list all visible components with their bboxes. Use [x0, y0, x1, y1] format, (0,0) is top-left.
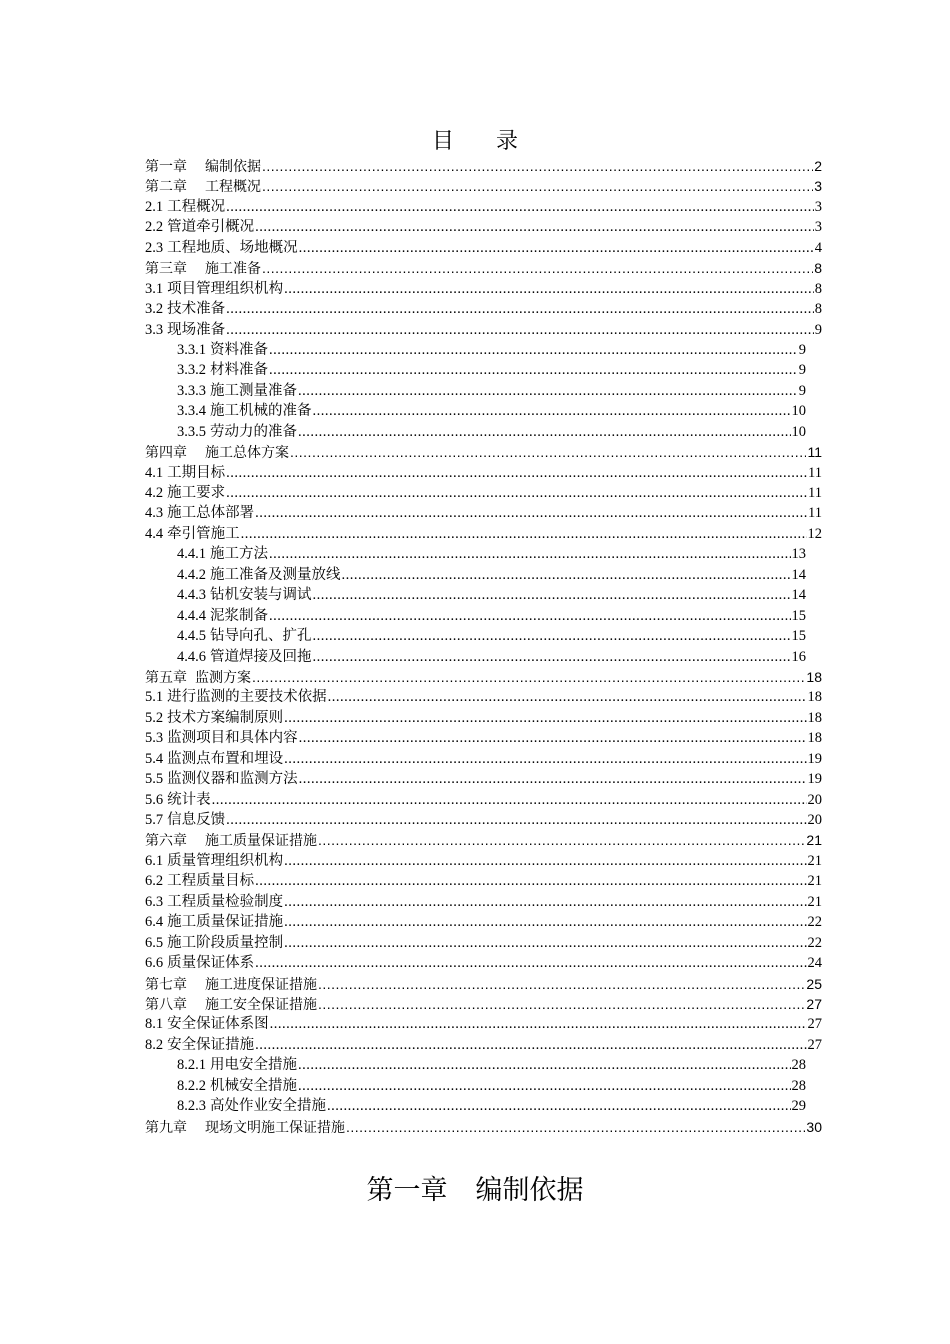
toc-entry-label	[177, 360, 268, 380]
toc-entry-label	[145, 197, 225, 217]
toc-entry-text: 管道焊接及回拖	[210, 648, 312, 665]
toc-entry-text: 施工准备	[205, 260, 261, 277]
toc-entry-label	[177, 340, 268, 360]
toc-entry-page-number: 9	[814, 321, 822, 338]
toc-entry[interactable]	[145, 217, 822, 237]
toc-entry-label	[145, 1117, 345, 1137]
toc-entry-page-number: 3	[814, 219, 822, 236]
dot-leader	[226, 320, 814, 340]
toc-entry-page-number: 9	[798, 362, 806, 379]
toc-entry-text: 现场准备	[167, 321, 226, 338]
toc-entry-label	[145, 994, 317, 1014]
toc-entry[interactable]	[177, 360, 806, 380]
dot-leader	[241, 524, 807, 544]
toc-entry-text: 监测点布置和埋设	[167, 750, 284, 767]
toc-entry-label	[145, 299, 225, 319]
toc-entry[interactable]	[145, 871, 822, 891]
toc-entry-label	[145, 258, 261, 278]
toc-entry-label	[145, 810, 225, 830]
toc-entry-page-number: 9	[798, 382, 806, 399]
dot-leader	[252, 667, 805, 687]
toc-entry-page-number: 3	[814, 178, 822, 195]
toc-entry-page-number: 27	[807, 1016, 822, 1033]
toc-entry-number: 4.4.1	[177, 546, 206, 563]
toc-entry-page-number: 11	[808, 485, 822, 501]
toc-entry-number: 6.4	[145, 914, 164, 931]
toc-entry-page-number: 15	[791, 628, 806, 645]
toc-entry-text: 工程质量检验制度	[167, 893, 284, 910]
toc-entry-text: 安全保证措施	[167, 1036, 255, 1053]
toc-entry-text: 施工质量保证措施	[205, 832, 317, 849]
toc-entry-number: 4.1	[145, 464, 164, 481]
toc-entry-page-number: 8	[814, 260, 822, 277]
toc-entry-label	[145, 851, 283, 871]
toc-entry[interactable]	[177, 585, 806, 605]
toc-title: 目 录	[431, 128, 537, 153]
toc-entry-label	[145, 320, 225, 340]
toc-entry-page-number: 11	[807, 444, 822, 461]
toc-entry-label	[177, 606, 268, 626]
dot-leader	[284, 279, 814, 299]
toc-entry-text: 进行监测的主要技术依据	[167, 689, 327, 706]
toc-entry-text: 施工机械的准备	[210, 403, 312, 420]
toc-entry[interactable]	[145, 830, 822, 850]
toc-entry[interactable]	[145, 994, 822, 1014]
toc-entry-number: 第四章	[145, 444, 187, 461]
toc-entry-page-number: 8	[814, 301, 822, 318]
toc-entry-text: 施工进度保证措施	[205, 975, 317, 992]
toc-entry[interactable]	[145, 953, 822, 973]
dot-leader	[262, 258, 813, 278]
toc-entry[interactable]	[145, 503, 822, 523]
toc-entry-page-number: 14	[791, 566, 806, 583]
toc-entry-number: 3.2	[145, 301, 164, 318]
toc-entry-label	[145, 483, 225, 503]
toc-entry-label	[145, 933, 283, 953]
toc-entry-label	[177, 422, 297, 442]
toc-entry[interactable]	[145, 279, 822, 299]
dot-leader	[269, 360, 798, 380]
toc-entry[interactable]	[177, 626, 806, 646]
toc-entry-page-number: 18	[807, 709, 822, 726]
toc-entry-text: 管道牵引概况	[167, 219, 255, 236]
toc-entry-number: 4.4.2	[177, 566, 206, 583]
toc-entry-page-number: 21	[807, 873, 822, 890]
dot-leader	[327, 1096, 791, 1116]
toc-entry-label	[177, 381, 297, 401]
toc-entry-text: 材料准备	[210, 362, 268, 379]
toc-entry[interactable]	[145, 156, 822, 176]
toc-entry[interactable]	[145, 667, 822, 687]
toc-entry-label	[177, 1055, 297, 1075]
toc-entry-number: 4.4.6	[177, 648, 206, 665]
dot-leader	[346, 1117, 805, 1137]
toc-entry[interactable]	[145, 851, 822, 871]
dot-leader	[313, 585, 791, 605]
toc-entry-number: 8.2.3	[177, 1098, 206, 1115]
toc-entry[interactable]	[145, 708, 822, 728]
dot-leader	[284, 892, 806, 912]
toc-entry-page-number: 10	[791, 403, 806, 420]
toc-entry[interactable]	[145, 1117, 822, 1137]
toc-entry-label	[177, 585, 312, 605]
toc-entry-text: 施工安全保证措施	[205, 995, 317, 1012]
toc-entry[interactable]	[145, 524, 822, 544]
dot-leader	[269, 340, 798, 360]
dot-leader	[255, 503, 807, 523]
dot-leader	[226, 483, 807, 503]
dot-leader	[262, 176, 813, 196]
dot-leader	[269, 544, 791, 564]
toc-entry-label	[145, 279, 283, 299]
toc-entry-label	[145, 156, 261, 176]
toc-entry-number: 6.5	[145, 934, 164, 951]
toc-entry-page-number: 21	[807, 893, 822, 910]
toc-entry-text: 劳动力的准备	[210, 423, 297, 440]
toc-entry-text: 施工总体部署	[167, 505, 255, 522]
toc-entry-text: 泥浆制备	[210, 607, 268, 624]
toc-entry-number: 3.3.1	[177, 341, 206, 358]
toc-entry-page-number: 2	[814, 158, 822, 174]
toc-entry-label	[145, 749, 283, 769]
toc-entry[interactable]	[145, 197, 822, 217]
toc-entry-label	[145, 974, 317, 994]
toc-entry[interactable]	[145, 892, 822, 912]
toc-entry-number: 3.3.3	[177, 382, 206, 399]
toc-entry-text: 机械安全措施	[210, 1077, 297, 1094]
toc-entry-page-number: 22	[807, 934, 822, 951]
toc-entry[interactable]	[145, 769, 822, 789]
toc-entry-number: 4.4.3	[177, 587, 206, 604]
toc-entry-label	[145, 1035, 254, 1055]
toc-entry[interactable]	[145, 442, 822, 462]
toc-entry-text: 施工阶段质量控制	[167, 934, 284, 951]
toc-entry-number: 4.4	[145, 525, 164, 542]
toc-entry-page-number: 27	[806, 995, 822, 1012]
dot-leader	[313, 626, 791, 646]
toc-entry-number: 2.2	[145, 219, 164, 236]
toc-entry-label	[145, 176, 261, 196]
toc-entry[interactable]	[145, 728, 822, 748]
dot-leader	[226, 463, 807, 483]
toc-entry-label	[145, 830, 317, 850]
toc-entry-page-number: 29	[791, 1098, 806, 1115]
dot-leader	[226, 299, 814, 319]
toc-entry-number: 5.5	[145, 771, 164, 788]
toc-entry-text: 项目管理组织机构	[167, 280, 284, 297]
toc-entry[interactable]	[145, 176, 822, 196]
toc-entry-number: 4.4.5	[177, 628, 206, 645]
toc-entry-text: 施工准备及测量放线	[210, 566, 341, 583]
toc-entry[interactable]	[177, 606, 806, 626]
toc-entry-number: 8.2	[145, 1036, 164, 1053]
toc-entry-text: 施工方法	[210, 546, 268, 563]
toc-entry-page-number: 4	[814, 239, 822, 256]
toc-entry-label	[145, 769, 298, 789]
toc-entry-label	[145, 667, 251, 687]
toc-entry-text: 质量管理组织机构	[167, 852, 284, 869]
toc-entry-label	[177, 1076, 297, 1096]
toc-entry-page-number: 10	[791, 423, 806, 440]
toc-entry-text: 技术准备	[167, 301, 226, 318]
dot-leader	[255, 1035, 806, 1055]
toc-entry-page-number: 14	[791, 587, 806, 604]
toc-entry-number: 6.6	[145, 955, 164, 972]
toc-entry[interactable]	[145, 912, 822, 932]
toc-entry[interactable]	[145, 299, 822, 319]
toc-entry-number: 第八章	[145, 995, 187, 1012]
dot-leader	[299, 769, 807, 789]
toc-entry-page-number: 22	[807, 914, 822, 931]
dot-leader	[318, 994, 805, 1014]
dot-leader	[290, 442, 806, 462]
toc-entry[interactable]	[145, 483, 822, 503]
toc-entry-text: 工程质量目标	[167, 873, 255, 890]
dot-leader	[284, 749, 806, 769]
toc-entry-number: 第五章	[145, 668, 187, 685]
toc-entry[interactable]	[145, 933, 822, 953]
toc-entry-number: 5.1	[145, 689, 164, 706]
toc-entry-label	[145, 871, 254, 891]
toc-entry-text: 高处作业安全措施	[210, 1098, 326, 1115]
dot-leader	[328, 687, 807, 707]
toc-entry-number: 第七章	[145, 975, 187, 992]
toc-entry[interactable]	[145, 974, 822, 994]
toc-entry-page-number: 15	[791, 607, 806, 624]
toc-entry[interactable]	[177, 1055, 806, 1075]
toc-entry-page-number: 30	[806, 1118, 822, 1135]
toc-entry-page-number: 28	[791, 1077, 806, 1094]
toc-entry-number: 2.3	[145, 239, 164, 256]
toc-entry-text: 施工要求	[167, 485, 226, 501]
toc-entry-number: 6.3	[145, 893, 164, 910]
dot-leader	[284, 708, 806, 728]
chapter-heading	[0, 1168, 950, 1207]
toc-entry-number: 8.2.2	[177, 1077, 206, 1094]
toc-entry-label	[177, 544, 268, 564]
toc-entry[interactable]	[177, 1096, 806, 1116]
toc-entry-text: 钻导向孔、扩孔	[210, 628, 312, 645]
toc-entry-label	[145, 238, 298, 258]
toc-entry[interactable]	[145, 749, 822, 769]
dot-leader	[284, 851, 806, 871]
toc-entry-number: 2.1	[145, 198, 164, 215]
toc-entry-number: 3.3	[145, 321, 164, 338]
toc-entry-text: 施工总体方案	[205, 444, 289, 461]
toc-entry-number: 第一章	[145, 158, 187, 174]
toc-entry-page-number: 21	[806, 832, 822, 849]
toc-entry-page-number: 21	[807, 852, 822, 869]
toc-entry-text: 资料准备	[210, 341, 268, 358]
toc-entry-page-number: 19	[807, 750, 822, 767]
toc-entry[interactable]	[177, 422, 806, 442]
dot-leader	[298, 422, 791, 442]
toc-entry-label	[145, 708, 283, 728]
toc-entry-page-number: 11	[808, 464, 822, 481]
dot-leader	[284, 933, 806, 953]
toc-entry[interactable]	[177, 340, 806, 360]
toc-entry-label	[177, 565, 341, 585]
toc-entry[interactable]	[145, 320, 822, 340]
toc-entry-page-number: 27	[807, 1036, 822, 1053]
toc-entry-number: 5.2	[145, 709, 164, 726]
toc-entry-number: 第六章	[145, 832, 187, 849]
toc-entry-number: 4.2	[145, 485, 164, 501]
toc-entry-label	[145, 524, 240, 544]
toc-entry[interactable]	[177, 565, 806, 585]
toc-entry[interactable]	[145, 258, 822, 278]
toc-entry-page-number: 11	[808, 505, 822, 522]
chapter-heading-number: 第一章	[366, 1175, 448, 1205]
toc-entry-page-number: 9	[798, 341, 806, 358]
toc-entry-page-number: 25	[806, 975, 822, 992]
dot-leader	[298, 1055, 791, 1075]
toc-entry-page-number: 20	[807, 812, 822, 828]
toc-entry[interactable]	[177, 544, 806, 564]
toc-entry[interactable]	[177, 647, 806, 667]
toc-entry-number: 5.4	[145, 750, 164, 767]
toc-entry[interactable]	[145, 810, 822, 830]
dot-leader	[342, 565, 791, 585]
toc-entry-label	[177, 401, 312, 421]
toc-entry-page-number: 19	[807, 771, 822, 788]
toc-entry-text: 工期目标	[167, 464, 226, 481]
toc-entry-label	[177, 647, 312, 667]
toc-entry-label	[145, 1014, 269, 1034]
toc-entry-page-number: 18	[806, 668, 822, 685]
dot-leader	[313, 401, 791, 421]
toc-entry-number: 5.6	[145, 791, 164, 808]
toc-entry-label	[145, 687, 327, 707]
toc-entry-number: 5.3	[145, 730, 164, 747]
toc-entry-text: 监测仪器和监测方法	[167, 771, 298, 788]
toc-entry[interactable]	[177, 1076, 806, 1096]
dot-leader	[313, 647, 791, 667]
toc-entry-text: 安全保证体系图	[167, 1016, 269, 1033]
toc-entry-number: 3.3.2	[177, 362, 206, 379]
toc-entry-page-number: 12	[807, 525, 822, 542]
toc-entry-label	[145, 463, 225, 483]
toc-entry-page-number: 18	[807, 730, 822, 747]
toc-entry-page-number: 13	[791, 546, 806, 563]
toc-entry-text: 工程地质、场地概况	[167, 239, 298, 256]
table-of-contents	[0, 156, 950, 1137]
toc-entry-text: 施工质量保证措施	[167, 914, 284, 931]
dot-leader	[298, 1076, 791, 1096]
dot-leader	[270, 1014, 807, 1034]
toc-entry-text: 工程概况	[205, 178, 261, 195]
toc-entry-text: 工程概况	[167, 198, 226, 215]
toc-entry-label	[145, 953, 254, 973]
toc-entry-text: 用电安全措施	[210, 1057, 297, 1074]
toc-entry[interactable]	[145, 463, 822, 483]
dot-leader	[269, 606, 791, 626]
dot-leader	[284, 912, 806, 932]
toc-entry-label	[145, 503, 254, 523]
toc-entry-label	[145, 912, 283, 932]
toc-entry-text: 牵引管施工	[167, 525, 240, 542]
toc-entry-page-number: 24	[807, 955, 822, 972]
toc-entry-label	[177, 1096, 326, 1116]
dot-leader	[226, 197, 814, 217]
dot-leader	[298, 381, 798, 401]
toc-entry-number: 3.3.4	[177, 403, 206, 420]
dot-leader	[262, 156, 813, 176]
toc-entry-text: 监测项目和具体内容	[167, 730, 298, 747]
toc-entry-page-number: 16	[791, 648, 806, 665]
toc-entry-number: 3.1	[145, 280, 164, 297]
dot-leader	[255, 217, 814, 237]
toc-entry-text: 现场文明施工保证措施	[205, 1118, 345, 1135]
toc-entry-number: 6.2	[145, 873, 164, 890]
dot-leader	[212, 790, 807, 810]
toc-entry[interactable]	[145, 1035, 822, 1055]
toc-entry-number: 8.1	[145, 1016, 164, 1033]
toc-entry-label	[145, 217, 254, 237]
dot-leader	[299, 728, 807, 748]
toc-entry-page-number: 20	[807, 791, 822, 808]
dot-leader	[318, 830, 805, 850]
toc-entry[interactable]	[177, 381, 806, 401]
toc-entry-label	[145, 728, 298, 748]
dot-leader	[255, 953, 806, 973]
toc-entry-text: 施工测量准备	[210, 382, 297, 399]
toc-entry-label	[145, 892, 283, 912]
toc-entry[interactable]	[145, 687, 822, 707]
toc-entry-label	[145, 442, 289, 462]
toc-entry-text: 监测方案	[195, 668, 251, 685]
toc-entry-text: 质量保证体系	[167, 955, 255, 972]
toc-entry[interactable]	[145, 238, 822, 258]
toc-entry-page-number: 18	[807, 689, 822, 706]
toc-entry-number: 3.3.5	[177, 423, 206, 440]
toc-entry-text: 技术方案编制原则	[167, 709, 284, 726]
toc-entry-page-number: 28	[791, 1057, 806, 1074]
toc-entry-number: 5.7	[145, 812, 164, 828]
toc-entry-text: 编制依据	[205, 158, 261, 174]
dot-leader	[318, 974, 805, 994]
toc-entry-label	[145, 790, 211, 810]
toc-entry-number: 4.4.4	[177, 607, 206, 624]
toc-entry-text: 信息反馈	[167, 812, 226, 828]
toc-entry-page-number: 3	[814, 198, 822, 215]
toc-entry-number: 第二章	[145, 178, 187, 195]
toc-entry[interactable]	[145, 1014, 822, 1034]
dot-leader	[255, 871, 806, 891]
toc-entry-page-number: 8	[814, 280, 822, 297]
dot-leader	[226, 810, 806, 830]
toc-entry[interactable]	[177, 401, 806, 421]
toc-entry-text: 统计表	[167, 791, 211, 808]
toc-entry-number: 第三章	[145, 260, 187, 277]
chapter-heading-text: 编制依据	[475, 1175, 584, 1205]
toc-entry-number: 第九章	[145, 1118, 187, 1135]
toc-entry-label	[177, 626, 312, 646]
toc-entry-number: 4.3	[145, 505, 164, 522]
toc-entry-text: 钻机安装与调试	[210, 587, 312, 604]
toc-entry-number: 6.1	[145, 852, 164, 869]
toc-entry[interactable]	[145, 790, 822, 810]
toc-entry-number: 8.2.1	[177, 1057, 206, 1074]
dot-leader	[299, 238, 814, 258]
